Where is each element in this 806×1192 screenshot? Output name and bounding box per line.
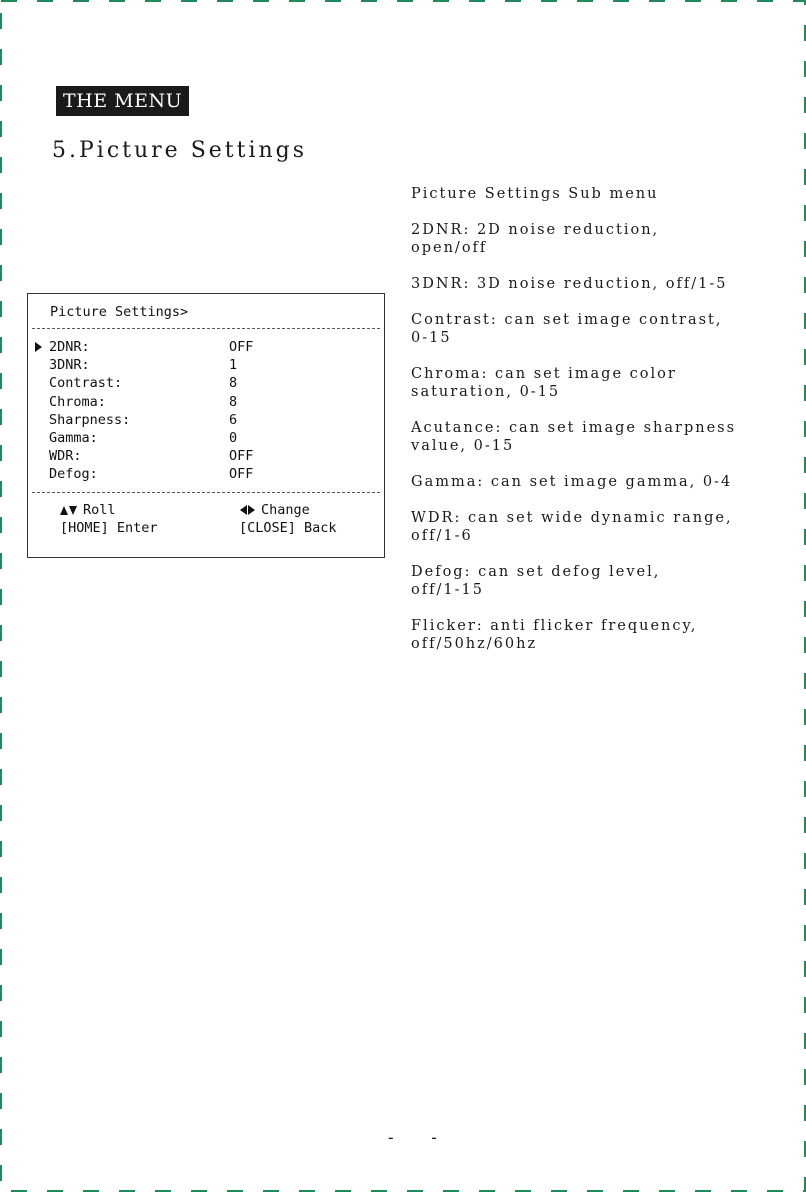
description-acutance: Acutance: can set image sharpness value, 0-15 <box>411 420 737 454</box>
osd-row-gamma <box>28 429 384 447</box>
osd-row-value: 0 <box>229 429 238 446</box>
description-list <box>411 185 781 671</box>
osd-row-defog <box>28 465 384 483</box>
triangle-right-icon <box>35 342 42 352</box>
osd-row-label: Sharpness: <box>49 411 131 428</box>
osd-title: Picture Settings> <box>50 304 189 320</box>
osd-menu-screenshot <box>27 293 385 558</box>
osd-row-label: WDR: <box>49 448 82 465</box>
osd-row-3dnr <box>28 356 384 374</box>
osd-row-value: OFF <box>229 339 254 355</box>
osd-divider-bottom <box>32 492 380 493</box>
osd-hint-roll <box>60 501 116 519</box>
osd-divider-top <box>32 328 380 329</box>
osd-hint-back: [CLOSE] Back <box>239 520 337 536</box>
page-heading: 5.Picture Settings <box>52 138 308 163</box>
osd-hint-change-label: Change <box>261 502 310 518</box>
osd-row-value: 8 <box>229 393 238 410</box>
description-3dnr: 3DNR: 3D noise reduction, off/1-5 <box>411 276 728 292</box>
triangle-up-icon <box>60 506 68 515</box>
osd-row-value: 6 <box>229 411 238 428</box>
osd-row-label: Gamma: <box>49 429 98 446</box>
triangle-right-icon <box>248 505 255 515</box>
description-2dnr: 2DNR: 2D noise reduction, open/off <box>411 222 660 256</box>
osd-row-sharpness <box>28 411 384 429</box>
description-chroma: Chroma: can set image color saturation, 0-15 <box>411 366 677 400</box>
description-defog: Defog: can set defog level, off/1-15 <box>411 564 661 598</box>
osd-row-contrast <box>28 374 384 392</box>
osd-row-value: 8 <box>229 375 238 392</box>
description-submenu-title: Picture Settings Sub menu <box>411 186 659 202</box>
section-badge: THE MENU <box>56 86 189 116</box>
osd-row-label: Contrast: <box>49 375 123 392</box>
osd-menu-list <box>28 338 384 484</box>
osd-row-chroma <box>28 393 384 411</box>
osd-row-label: Defog: <box>49 466 98 483</box>
description-wdr: WDR: can set wide dynamic range, off/1-6 <box>411 510 733 544</box>
page-number: - - <box>386 1128 451 1147</box>
osd-row-wdr <box>28 447 384 465</box>
osd-row-2dnr <box>28 338 384 356</box>
triangle-down-icon <box>69 506 77 515</box>
osd-row-value: 1 <box>229 357 238 374</box>
osd-row-label: 3DNR: <box>49 357 90 374</box>
osd-hint-roll-label: Roll <box>83 502 116 518</box>
osd-hint-enter: [HOME] Enter <box>60 520 158 536</box>
osd-hint-change <box>240 501 310 519</box>
description-flicker: Flicker: anti flicker frequency, off/50hz/60hz <box>411 618 698 652</box>
osd-row-value: OFF <box>229 448 254 465</box>
description-contrast: Contrast: can set image contrast, 0-15 <box>411 312 723 346</box>
osd-row-label: Chroma: <box>49 393 106 410</box>
description-gamma: Gamma: can set image gamma, 0-4 <box>411 474 733 490</box>
osd-row-value: OFF <box>229 466 254 483</box>
triangle-left-icon <box>240 505 247 515</box>
osd-row-label: 2DNR: <box>49 339 90 355</box>
